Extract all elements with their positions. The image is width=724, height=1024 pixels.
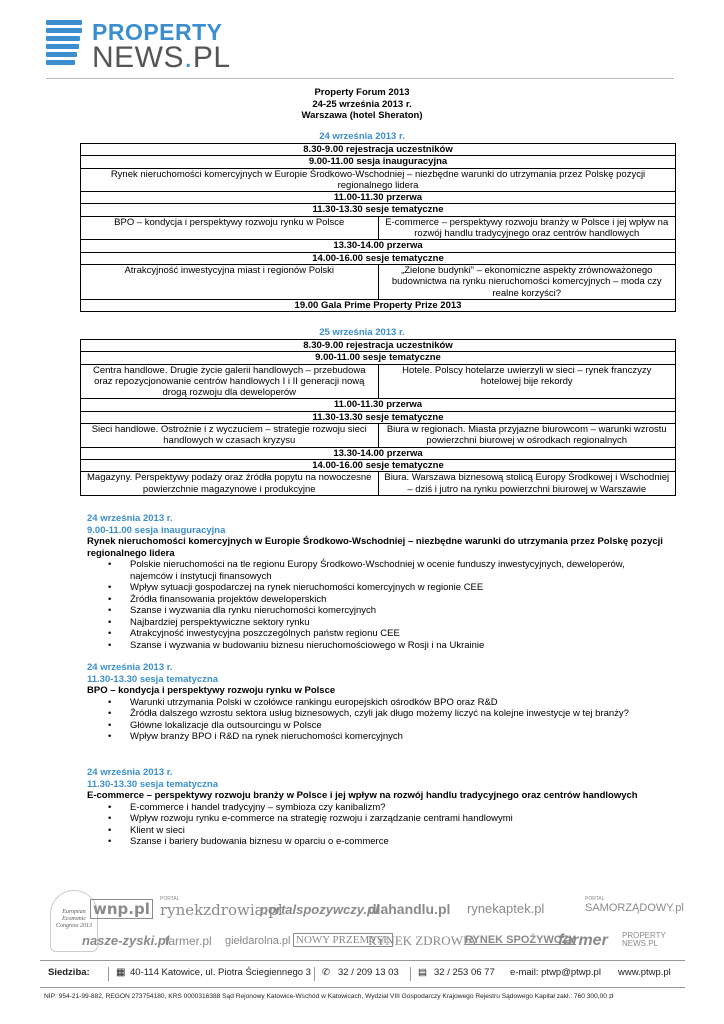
logo-text-property: PROPERTY: [92, 19, 223, 45]
contact-phone: 32 / 209 13 03: [338, 967, 399, 978]
divider: [108, 967, 109, 981]
table-row: 14.00-16.00 sesje tematyczne: [81, 459, 676, 471]
partner-logo-rynek-spozywczy: RYNEK SPOŻYWCZY: [465, 934, 576, 946]
building-icon: ▦: [116, 967, 126, 978]
table-row: 9.00-11.00 sesje tematyczne: [81, 352, 676, 364]
details-list: [87, 559, 667, 651]
partner-logo-farmer: farmer: [558, 932, 608, 949]
partner-logo-propertynews: PROPERTY NEWS.PL: [622, 931, 666, 948]
list-item: • Warunki utrzymania Polski w czołówce rankingu europejskich ośrodków BPO oraz R&D: [87, 697, 667, 709]
day2-heading: 25 września 2013 r.: [319, 327, 405, 338]
table-row: Rynek nieruchomości komercyjnych w Europie Środkowo-Wschodniej – niezbędne warunki do utrzymania przez Polskę pozycji regionalnego lidera: [81, 168, 676, 192]
partner-logo-samorzadowy: SAMORZĄDOWY.pl: [585, 902, 684, 914]
table-cell: Magazyny. Perspektywy podaży oraz źródła popytu na nowoczesne powierzchnie magazynowe i produkcyjne: [81, 472, 379, 496]
details-date: 24 września 2013 r.: [87, 513, 173, 524]
details-session: 9.00-11.00 sesja inauguracyjna: [87, 524, 226, 536]
session-details-3: [87, 767, 667, 848]
header-divider: [46, 78, 674, 79]
list-item: • E-commerce i handel tradycyjny – symbioza czy kanibalizm?: [87, 802, 667, 814]
phone-icon: ✆: [322, 967, 330, 978]
details-list: [87, 802, 667, 848]
list-item: • Klient w sieci: [87, 825, 667, 837]
details-date: 24 września 2013 r.: [87, 662, 173, 673]
table-row: 19.00 Gala Prime Property Prize 2013: [81, 299, 676, 311]
details-session: 11.30-13.30 sesja tematyczna: [87, 778, 218, 790]
contact-fax: 32 / 253 06 77: [434, 967, 495, 978]
list-item: • Wpływ sytuacji gospodarczej na rynek nieruchomości komercyjnych w regionie CEE: [87, 582, 667, 594]
day2-schedule-table: [80, 339, 676, 496]
details-date: 24 września 2013 r.: [87, 767, 173, 778]
table-row: 13.30-14.00 przerwa: [81, 240, 676, 252]
details-topic: BPO – kondycja i perspektywy rozwoju rynku w Polsce: [87, 685, 336, 696]
table-cell: Centra handlowe. Drugie życie galerii handlowych – przebudowa oraz repozycjonowanie centrów handlowych I i II generacji nową drogą rozwoju dla deweloperów: [81, 364, 379, 399]
partner-logo-farmer-pl: farmer.pl: [165, 934, 212, 948]
table-cell: BPO – kondycja i perspektywy rozwoju rynku w Polsce: [81, 216, 379, 240]
day1-heading: 24 września 2013 r.: [319, 131, 405, 142]
table-cell: „Zielone budynki” – ekonomiczne aspekty zrównoważonego budownictwa na rynku nieruchomości komercyjnych – moda czy realne korzyści?: [378, 264, 676, 299]
logo-stripes-icon: [46, 20, 82, 66]
table-cell: Hotele. Polscy hotelarze uwierzyli w sieci – rynek franczyzy hotelowej bije rekordy: [378, 364, 676, 399]
footer-divider: [40, 960, 685, 961]
table-row: 13.30-14.00 przerwa: [81, 447, 676, 459]
partner-portal-label: PORTAL: [585, 896, 605, 902]
list-item: • Polskie nieruchomości na tle regionu Europy Środkowo-Wschodniej w ocenie funduszy inwestycyjnych, deweloperów, najemców i instytucji finansowych: [87, 559, 667, 582]
details-topic: Rynek nieruchomości komercyjnych w Europie Środkowo-Wschodniej – niezbędne warunki do utrzymania przez Polskę pozycji regionalnego lidera: [87, 536, 663, 559]
table-row: 8.30-9.00 rejestracja uczestników: [81, 144, 676, 156]
table-row: 11.00-11.30 przerwa: [81, 399, 676, 411]
partner-logo-nasze-zyski: nasze-zyski.pl: [82, 933, 170, 948]
table-row: 9.00-11.00 sesja inauguracyjna: [81, 156, 676, 168]
contact-email[interactable]: e-mail: ptwp@ptwp.pl: [510, 967, 601, 978]
title-event: Property Forum 2013: [314, 87, 410, 98]
table-row: 8.30-9.00 rejestracja uczestników: [81, 340, 676, 352]
table-cell: Atrakcyjność inwestycyjna miast i regionów Polski: [81, 264, 379, 299]
list-item: • Źródła finansowania projektów deweloperskich: [87, 594, 667, 606]
list-item: • Wpływ branży BPO i R&D na rynek nieruchomości komercyjnych: [87, 731, 667, 743]
list-item: • Szanse i wyzwania w budowaniu biznesu nieruchomościowego w Rosji i na Ukrainie: [87, 640, 667, 652]
divider: [314, 967, 315, 981]
contact-label: Siedziba:: [48, 967, 90, 978]
list-item: • Szanse i wyzwania dla rynku nieruchomości komercyjnych: [87, 605, 667, 617]
contact-bar: [48, 967, 678, 983]
logo: [46, 18, 246, 74]
partner-logo-gieldarolna: giełdarolna.pl: [225, 935, 291, 947]
partner-logo-rynekaptek: rynekaptek.pl: [467, 901, 545, 916]
partner-logo-portalspozywczy: portalspozywczy.pl: [260, 902, 379, 917]
legal-notice: NIP: 954-21-99-882, REGON 273754180, KRS 0000316388 Sąd Rejonowy Katowice-Wschód w Katowicach, Wydział VIII Gospodarczy Krajowego Rejestru Sądowego Kapitał zakł.: 760 300,00 zł: [44, 993, 614, 1000]
partner-logo-rynekzdrowia: rynekzdrowia.pl: [160, 901, 283, 919]
list-item: • Źródła dalszego wzrostu sektora usług biznesowych, czyli jak długo możemy liczyć na kolejne inwestycje w tej branży?: [87, 708, 667, 720]
details-topic: E-commerce – perspektywy rozwoju branży w Polsce i jej wpływ na rozwój handlu tradycyjnego oraz centrów handlowych: [87, 790, 638, 801]
session-details-1: [87, 513, 667, 651]
partner-logo-nowy-przemysl: NOWY PRZEMYSŁ: [293, 933, 393, 947]
divider: [410, 967, 411, 981]
table-cell: E-commerce – perspektywy rozwoju branży w Polsce i jej wpływ na rozwój handlu tradycyjnego oraz centrów handlowych: [378, 216, 676, 240]
list-item: • Szanse i bariery budowania biznesu w oparciu o e-commerce: [87, 836, 667, 848]
day1-schedule-table: [80, 143, 676, 312]
table-cell: Biura. Warszawa biznesową stolicą Europy Środkowej i Wschodniej – dziś i jutro na rynku powierzchni biurowej w Warszawie: [378, 472, 676, 496]
title-dates: 24-25 września 2013 r.: [312, 98, 412, 110]
list-item: • Najbardziej perspektywiczne sektory rynku: [87, 617, 667, 629]
table-row: 14.00-16.00 sesje tematyczne: [81, 252, 676, 264]
partner-logo-rynek-zdrowia: RYNEK ZDROWIA: [368, 933, 477, 948]
table-cell: Sieci handlowe. Ostrożnie i z wyczuciem – strategie rozwoju sieci handlowych w czasach kryzysu: [81, 424, 379, 448]
list-item: • Główne lokalizacje dla outsourcingu w Polsce: [87, 720, 667, 732]
partner-portal-label: PORTAL: [160, 896, 180, 902]
table-cell: Biura w regionach. Miasta przyjazne biurowcom – warunki wzrostu powierzchni biurowej w ośrodkach regionalnych: [378, 424, 676, 448]
table-row: 11.00-11.30 przerwa: [81, 192, 676, 204]
list-item: • Atrakcyjność inwestycyjna poszczególnych państw regionu CEE: [87, 628, 667, 640]
title-venue: Warszawa (hotel Sheraton): [301, 110, 423, 121]
session-details-2: [87, 662, 667, 743]
logo-text-news: NEWS.PL: [92, 41, 231, 74]
european-economic-congress-seal: European Economic Congress 2013: [50, 890, 98, 952]
details-session: 11.30-13.30 sesja tematyczna: [87, 673, 218, 685]
table-row: 11.30-13.30 sesje tematyczne: [81, 411, 676, 423]
details-list: [87, 697, 667, 743]
footer-divider-2: [40, 987, 685, 988]
contact-website[interactable]: www.ptwp.pl: [618, 967, 671, 978]
contact-address: 40-114 Katowice, ul. Piotra Ściegiennego 3: [130, 967, 311, 978]
page-title: [0, 87, 724, 122]
partner-logos: [40, 880, 685, 960]
list-item: • Wpływ rozwoju rynku e-commerce na strategię rozwoju i zarządzanie centrami handlowymi: [87, 813, 667, 825]
fax-icon: ▤: [418, 967, 427, 978]
partner-logo-wnp: wnp.pl: [90, 899, 153, 919]
table-row: 11.30-13.30 sesje tematyczne: [81, 204, 676, 216]
partner-logo-dlahandlu: dlahandlu.pl: [368, 901, 451, 917]
